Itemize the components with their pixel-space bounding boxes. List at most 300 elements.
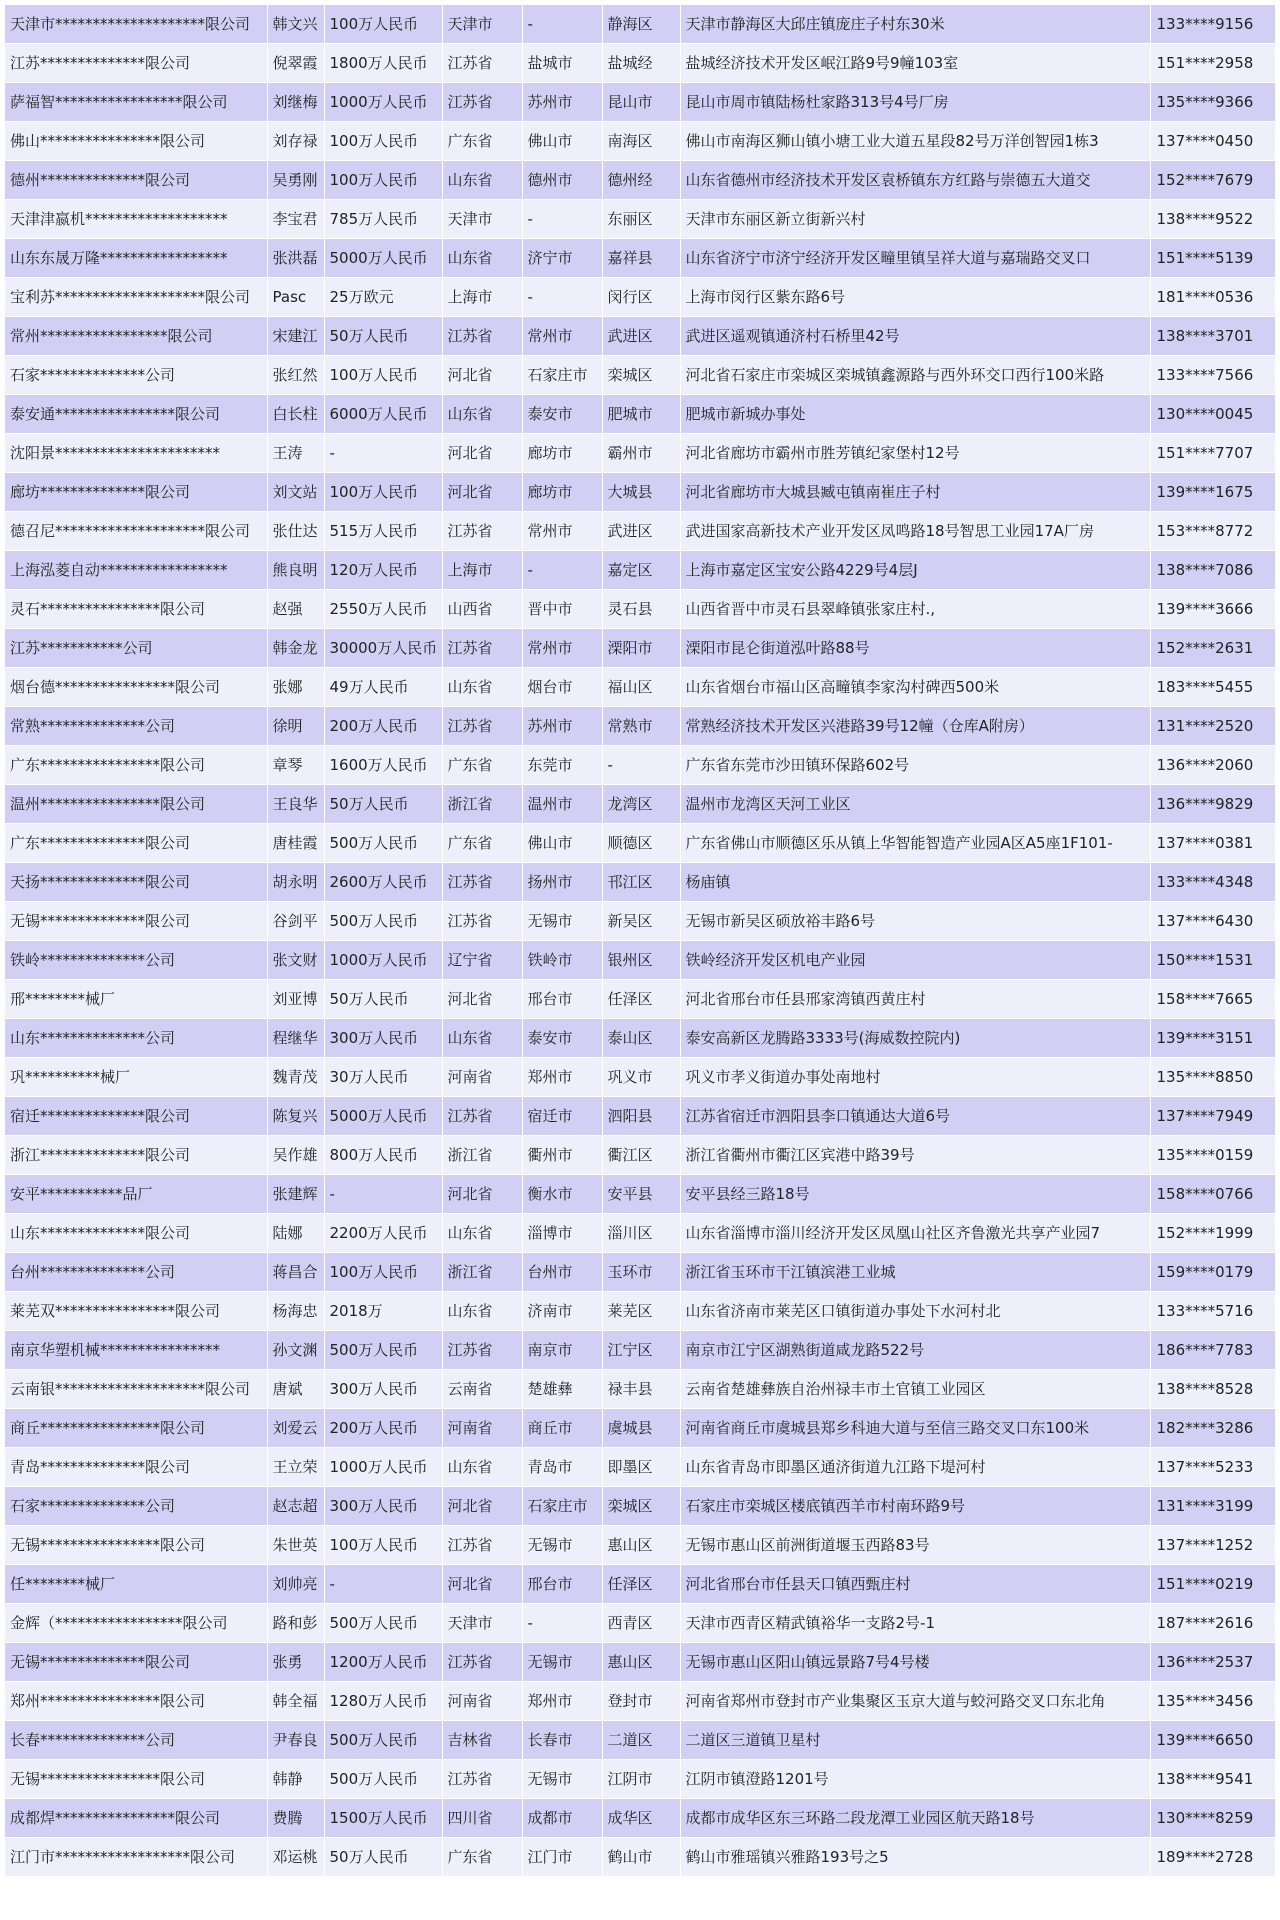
- address-cell: 山东省德州市经济技术开发区袁桥镇东方红路与崇德五大道交: [680, 161, 1150, 200]
- contact-name-cell: 宋建江: [267, 317, 324, 356]
- city-cell: 无锡市: [522, 1526, 602, 1565]
- table-body: [5, 5, 1275, 1877]
- contact-name-cell: 张娜: [267, 668, 324, 707]
- city-cell: 衡水市: [522, 1175, 602, 1214]
- district-cell: 静海区: [602, 5, 680, 44]
- district-cell: 江宁区: [602, 1331, 680, 1370]
- province-cell: 浙江省: [442, 785, 522, 824]
- table-row: [5, 1253, 1275, 1292]
- phone-cell: 138****8528: [1150, 1370, 1275, 1409]
- table-row: [5, 1565, 1275, 1604]
- district-cell: 鹤山市: [602, 1838, 680, 1877]
- city-cell: 邢台市: [522, 1565, 602, 1604]
- contact-name-cell: 陆娜: [267, 1214, 324, 1253]
- registered-capital-cell: 100万人民币: [324, 473, 442, 512]
- phone-cell: 130****8259: [1150, 1799, 1275, 1838]
- contact-name-cell: 唐桂霞: [267, 824, 324, 863]
- contact-name-cell: 张红然: [267, 356, 324, 395]
- registered-capital-cell: 1280万人民币: [324, 1682, 442, 1721]
- table-row: [5, 1097, 1275, 1136]
- city-cell: 温州市: [522, 785, 602, 824]
- city-cell: 东莞市: [522, 746, 602, 785]
- registered-capital-cell: 800万人民币: [324, 1136, 442, 1175]
- address-cell: 武进区遥观镇通济村石桥里42号: [680, 317, 1150, 356]
- contact-name-cell: 刘继梅: [267, 83, 324, 122]
- registered-capital-cell: 100万人民币: [324, 122, 442, 161]
- phone-cell: 137****0450: [1150, 122, 1275, 161]
- city-cell: 无锡市: [522, 902, 602, 941]
- registered-capital-cell: 1600万人民币: [324, 746, 442, 785]
- company-name-cell: 萨福智*****************限公司: [5, 83, 267, 122]
- city-cell: 台州市: [522, 1253, 602, 1292]
- company-name-cell: 巩**********械厂: [5, 1058, 267, 1097]
- address-cell: 天津市西青区精武镇裕华一支路2号-1: [680, 1604, 1150, 1643]
- province-cell: 河北省: [442, 1565, 522, 1604]
- province-cell: 山东省: [442, 1019, 522, 1058]
- company-name-cell: 成都焊****************限公司: [5, 1799, 267, 1838]
- registered-capital-cell: 30000万人民币: [324, 629, 442, 668]
- address-cell: 泰安高新区龙腾路3333号(海威数控院内): [680, 1019, 1150, 1058]
- province-cell: 山东省: [442, 161, 522, 200]
- table-row: [5, 1409, 1275, 1448]
- table-row: [5, 1292, 1275, 1331]
- district-cell: 莱芜区: [602, 1292, 680, 1331]
- company-name-cell: 任********械厂: [5, 1565, 267, 1604]
- district-cell: 泰山区: [602, 1019, 680, 1058]
- phone-cell: 152****2631: [1150, 629, 1275, 668]
- district-cell: 登封市: [602, 1682, 680, 1721]
- registered-capital-cell: 100万人民币: [324, 5, 442, 44]
- company-name-cell: 常州*****************限公司: [5, 317, 267, 356]
- district-cell: 惠山区: [602, 1643, 680, 1682]
- address-cell: 温州市龙湾区天河工业区: [680, 785, 1150, 824]
- company-name-cell: 邢********械厂: [5, 980, 267, 1019]
- table-row: [5, 434, 1275, 473]
- phone-cell: 139****3151: [1150, 1019, 1275, 1058]
- city-cell: 盐城市: [522, 44, 602, 83]
- registered-capital-cell: 500万人民币: [324, 1604, 442, 1643]
- province-cell: 河北省: [442, 1487, 522, 1526]
- registered-capital-cell: 500万人民币: [324, 1760, 442, 1799]
- table-row: [5, 746, 1275, 785]
- address-cell: 铁岭经济开发区机电产业园: [680, 941, 1150, 980]
- province-cell: 山东省: [442, 395, 522, 434]
- phone-cell: 137****1252: [1150, 1526, 1275, 1565]
- province-cell: 天津市: [442, 200, 522, 239]
- district-cell: 闵行区: [602, 278, 680, 317]
- contact-name-cell: 张仕达: [267, 512, 324, 551]
- phone-cell: 151****0219: [1150, 1565, 1275, 1604]
- table-row: [5, 1019, 1275, 1058]
- phone-cell: 151****2958: [1150, 44, 1275, 83]
- registered-capital-cell: 100万人民币: [324, 161, 442, 200]
- district-cell: 龙湾区: [602, 785, 680, 824]
- phone-cell: 133****9156: [1150, 5, 1275, 44]
- phone-cell: 136****2537: [1150, 1643, 1275, 1682]
- contact-name-cell: 王涛: [267, 434, 324, 473]
- address-cell: 山东省青岛市即墨区通济街道九江路下堤河村: [680, 1448, 1150, 1487]
- company-name-cell: 天扬**************限公司: [5, 863, 267, 902]
- address-cell: 山西省晋中市灵石县翠峰镇张家庄村.,: [680, 590, 1150, 629]
- address-cell: 鹤山市雅瑶镇兴雅路193号之5: [680, 1838, 1150, 1877]
- city-cell: 佛山市: [522, 122, 602, 161]
- city-cell: 郑州市: [522, 1682, 602, 1721]
- district-cell: 巩义市: [602, 1058, 680, 1097]
- company-name-cell: 无锡**************限公司: [5, 902, 267, 941]
- province-cell: 河北省: [442, 356, 522, 395]
- company-name-cell: 佛山****************限公司: [5, 122, 267, 161]
- district-cell: 新吴区: [602, 902, 680, 941]
- province-cell: 江苏省: [442, 1760, 522, 1799]
- registered-capital-cell: 5000万人民币: [324, 1097, 442, 1136]
- table-row: [5, 122, 1275, 161]
- phone-cell: 152****7679: [1150, 161, 1275, 200]
- table-row: [5, 551, 1275, 590]
- address-cell: 常熟经济技术开发区兴港路39号12幢（仓库A附房）: [680, 707, 1150, 746]
- company-name-cell: 廊坊**************限公司: [5, 473, 267, 512]
- province-cell: 河南省: [442, 1409, 522, 1448]
- table-row: [5, 278, 1275, 317]
- company-name-cell: 灵石****************限公司: [5, 590, 267, 629]
- table-row: [5, 1370, 1275, 1409]
- company-name-cell: 无锡****************限公司: [5, 1526, 267, 1565]
- district-cell: 成华区: [602, 1799, 680, 1838]
- city-cell: 常州市: [522, 317, 602, 356]
- table-row: [5, 1058, 1275, 1097]
- table-row: [5, 83, 1275, 122]
- district-cell: 即墨区: [602, 1448, 680, 1487]
- table-row: [5, 785, 1275, 824]
- contact-name-cell: 倪翠霞: [267, 44, 324, 83]
- phone-cell: 139****1675: [1150, 473, 1275, 512]
- registered-capital-cell: -: [324, 1565, 442, 1604]
- registered-capital-cell: 1800万人民币: [324, 44, 442, 83]
- table-row: [5, 1214, 1275, 1253]
- district-cell: 大城县: [602, 473, 680, 512]
- phone-cell: 159****0179: [1150, 1253, 1275, 1292]
- company-name-cell: 江苏***********公司: [5, 629, 267, 668]
- phone-cell: 183****5455: [1150, 668, 1275, 707]
- table-row: [5, 1838, 1275, 1877]
- registered-capital-cell: 2550万人民币: [324, 590, 442, 629]
- city-cell: 无锡市: [522, 1643, 602, 1682]
- province-cell: 广东省: [442, 746, 522, 785]
- address-cell: 云南省楚雄彝族自治州禄丰市土官镇工业园区: [680, 1370, 1150, 1409]
- city-cell: 成都市: [522, 1799, 602, 1838]
- district-cell: 东丽区: [602, 200, 680, 239]
- contact-name-cell: 胡永明: [267, 863, 324, 902]
- phone-cell: 137****0381: [1150, 824, 1275, 863]
- city-cell: 廊坊市: [522, 473, 602, 512]
- city-cell: -: [522, 278, 602, 317]
- company-name-cell: 天津市********************限公司: [5, 5, 267, 44]
- contact-name-cell: 吴作雄: [267, 1136, 324, 1175]
- province-cell: 河北省: [442, 473, 522, 512]
- city-cell: 楚雄彝: [522, 1370, 602, 1409]
- city-cell: 江门市: [522, 1838, 602, 1877]
- address-cell: 山东省济南市莱芜区口镇街道办事处下水河村北: [680, 1292, 1150, 1331]
- city-cell: 宿迁市: [522, 1097, 602, 1136]
- table-row: [5, 863, 1275, 902]
- phone-cell: 186****7783: [1150, 1331, 1275, 1370]
- phone-cell: 139****3666: [1150, 590, 1275, 629]
- address-cell: 广东省佛山市顺德区乐从镇上华智能智造产业园A区A5座1F101-: [680, 824, 1150, 863]
- contact-name-cell: 李宝君: [267, 200, 324, 239]
- table-row: [5, 1331, 1275, 1370]
- contact-name-cell: 韩静: [267, 1760, 324, 1799]
- province-cell: 广东省: [442, 1838, 522, 1877]
- district-cell: 溧阳市: [602, 629, 680, 668]
- company-name-cell: 商丘****************限公司: [5, 1409, 267, 1448]
- phone-cell: 135****9366: [1150, 83, 1275, 122]
- phone-cell: 153****8772: [1150, 512, 1275, 551]
- city-cell: 济南市: [522, 1292, 602, 1331]
- phone-cell: 137****6430: [1150, 902, 1275, 941]
- province-cell: 河南省: [442, 1058, 522, 1097]
- address-cell: 安平县经三路18号: [680, 1175, 1150, 1214]
- company-name-cell: 上海泓菱自动*****************: [5, 551, 267, 590]
- registered-capital-cell: 100万人民币: [324, 356, 442, 395]
- registered-capital-cell: 100万人民币: [324, 1526, 442, 1565]
- address-cell: 上海市闵行区紫东路6号: [680, 278, 1150, 317]
- province-cell: 天津市: [442, 1604, 522, 1643]
- city-cell: 衢州市: [522, 1136, 602, 1175]
- company-name-cell: 青岛**************限公司: [5, 1448, 267, 1487]
- province-cell: 吉林省: [442, 1721, 522, 1760]
- company-name-cell: 南京华塑机械****************: [5, 1331, 267, 1370]
- district-cell: 邗江区: [602, 863, 680, 902]
- district-cell: 南海区: [602, 122, 680, 161]
- registered-capital-cell: 5000万人民币: [324, 239, 442, 278]
- phone-cell: 158****0766: [1150, 1175, 1275, 1214]
- city-cell: 晋中市: [522, 590, 602, 629]
- phone-cell: 135****8850: [1150, 1058, 1275, 1097]
- registered-capital-cell: 2600万人民币: [324, 863, 442, 902]
- province-cell: 上海市: [442, 551, 522, 590]
- contact-name-cell: 刘文站: [267, 473, 324, 512]
- province-cell: 江苏省: [442, 83, 522, 122]
- district-cell: 德州经: [602, 161, 680, 200]
- company-name-cell: 铁岭**************公司: [5, 941, 267, 980]
- city-cell: 济宁市: [522, 239, 602, 278]
- address-cell: 二道区三道镇卫星村: [680, 1721, 1150, 1760]
- registered-capital-cell: 6000万人民币: [324, 395, 442, 434]
- province-cell: 江苏省: [442, 1643, 522, 1682]
- registered-capital-cell: 500万人民币: [324, 1721, 442, 1760]
- city-cell: 佛山市: [522, 824, 602, 863]
- city-cell: 石家庄市: [522, 1487, 602, 1526]
- company-name-cell: 烟台德****************限公司: [5, 668, 267, 707]
- table-row: [5, 941, 1275, 980]
- contact-name-cell: 魏青茂: [267, 1058, 324, 1097]
- phone-cell: 138****9522: [1150, 200, 1275, 239]
- city-cell: -: [522, 200, 602, 239]
- city-cell: 南京市: [522, 1331, 602, 1370]
- contact-name-cell: 蒋昌合: [267, 1253, 324, 1292]
- contact-name-cell: 张勇: [267, 1643, 324, 1682]
- address-cell: 天津市静海区大邱庄镇庞庄子村东30米: [680, 5, 1150, 44]
- city-cell: 石家庄市: [522, 356, 602, 395]
- address-cell: 溧阳市昆仑街道泓叶路88号: [680, 629, 1150, 668]
- phone-cell: 151****5139: [1150, 239, 1275, 278]
- contact-name-cell: 张洪磊: [267, 239, 324, 278]
- district-cell: 禄丰县: [602, 1370, 680, 1409]
- phone-cell: 152****1999: [1150, 1214, 1275, 1253]
- district-cell: 常熟市: [602, 707, 680, 746]
- province-cell: 上海市: [442, 278, 522, 317]
- table-row: [5, 629, 1275, 668]
- phone-cell: 187****2616: [1150, 1604, 1275, 1643]
- contact-name-cell: 熊良明: [267, 551, 324, 590]
- table-row: [5, 1136, 1275, 1175]
- registered-capital-cell: 515万人民币: [324, 512, 442, 551]
- contact-name-cell: 王良华: [267, 785, 324, 824]
- contact-name-cell: 朱世英: [267, 1526, 324, 1565]
- city-cell: 铁岭市: [522, 941, 602, 980]
- city-cell: -: [522, 5, 602, 44]
- district-cell: 西青区: [602, 1604, 680, 1643]
- district-cell: 栾城区: [602, 1487, 680, 1526]
- city-cell: 无锡市: [522, 1760, 602, 1799]
- table-row: [5, 473, 1275, 512]
- city-cell: 烟台市: [522, 668, 602, 707]
- district-cell: 惠山区: [602, 1526, 680, 1565]
- company-name-cell: 广东****************限公司: [5, 746, 267, 785]
- table-row: [5, 1526, 1275, 1565]
- registered-capital-cell: 200万人民币: [324, 707, 442, 746]
- address-cell: 浙江省玉环市干江镇滨港工业城: [680, 1253, 1150, 1292]
- address-cell: 无锡市惠山区前洲街道堰玉西路83号: [680, 1526, 1150, 1565]
- contact-name-cell: 费腾: [267, 1799, 324, 1838]
- district-cell: 嘉祥县: [602, 239, 680, 278]
- registered-capital-cell: 30万人民币: [324, 1058, 442, 1097]
- company-name-cell: 郑州****************限公司: [5, 1682, 267, 1721]
- city-cell: 泰安市: [522, 1019, 602, 1058]
- phone-cell: 151****7707: [1150, 434, 1275, 473]
- address-cell: 天津市东丽区新立街新兴村: [680, 200, 1150, 239]
- company-name-cell: 宝利苏********************限公司: [5, 278, 267, 317]
- city-cell: 郑州市: [522, 1058, 602, 1097]
- registered-capital-cell: 785万人民币: [324, 200, 442, 239]
- company-name-cell: 山东**************公司: [5, 1019, 267, 1058]
- province-cell: 江苏省: [442, 44, 522, 83]
- table-row: [5, 200, 1275, 239]
- contact-name-cell: 尹春良: [267, 1721, 324, 1760]
- address-cell: 佛山市南海区狮山镇小塘工业大道五星段82号万洋创智园1栋3: [680, 122, 1150, 161]
- contact-name-cell: 张文财: [267, 941, 324, 980]
- registered-capital-cell: 50万人民币: [324, 1838, 442, 1877]
- registered-capital-cell: 1000万人民币: [324, 941, 442, 980]
- company-table: [5, 5, 1276, 1877]
- registered-capital-cell: 2018万: [324, 1292, 442, 1331]
- contact-name-cell: 王立荣: [267, 1448, 324, 1487]
- registered-capital-cell: 500万人民币: [324, 1331, 442, 1370]
- phone-cell: 136****9829: [1150, 785, 1275, 824]
- phone-cell: 158****7665: [1150, 980, 1275, 1019]
- district-cell: 栾城区: [602, 356, 680, 395]
- company-name-cell: 德州**************限公司: [5, 161, 267, 200]
- contact-name-cell: 刘亚博: [267, 980, 324, 1019]
- district-cell: 任泽区: [602, 980, 680, 1019]
- district-cell: 盐城经: [602, 44, 680, 83]
- phone-cell: 137****7949: [1150, 1097, 1275, 1136]
- district-cell: 昆山市: [602, 83, 680, 122]
- city-cell: 青岛市: [522, 1448, 602, 1487]
- address-cell: 山东省淄博市淄川经济开发区凤凰山社区齐鲁激光共享产业园7: [680, 1214, 1150, 1253]
- district-cell: 任泽区: [602, 1565, 680, 1604]
- registered-capital-cell: 50万人民币: [324, 980, 442, 1019]
- province-cell: 江苏省: [442, 1331, 522, 1370]
- city-cell: 淄博市: [522, 1214, 602, 1253]
- city-cell: 商丘市: [522, 1409, 602, 1448]
- province-cell: 浙江省: [442, 1253, 522, 1292]
- province-cell: 江苏省: [442, 902, 522, 941]
- district-cell: 玉环市: [602, 1253, 680, 1292]
- table-row: [5, 161, 1275, 200]
- registered-capital-cell: -: [324, 1175, 442, 1214]
- district-cell: 霸州市: [602, 434, 680, 473]
- company-name-cell: 山东东晟万隆*****************: [5, 239, 267, 278]
- address-cell: 武进国家高新技术产业开发区凤鸣路18号智思工业园17A厂房: [680, 512, 1150, 551]
- address-cell: 昆山市周市镇陆杨杜家路313号4号厂房: [680, 83, 1150, 122]
- registered-capital-cell: 25万欧元: [324, 278, 442, 317]
- contact-name-cell: 韩全福: [267, 1682, 324, 1721]
- phone-cell: 150****1531: [1150, 941, 1275, 980]
- province-cell: 江苏省: [442, 707, 522, 746]
- contact-name-cell: 邓运桃: [267, 1838, 324, 1877]
- table-row: [5, 512, 1275, 551]
- table-row: [5, 317, 1275, 356]
- table-row: [5, 5, 1275, 44]
- province-cell: 江苏省: [442, 317, 522, 356]
- address-cell: 巩义市孝义街道办事处南地村: [680, 1058, 1150, 1097]
- district-cell: 泗阳县: [602, 1097, 680, 1136]
- table-row: [5, 1487, 1275, 1526]
- city-cell: 廊坊市: [522, 434, 602, 473]
- table-row: [5, 902, 1275, 941]
- company-name-cell: 天津津嬴机*******************: [5, 200, 267, 239]
- phone-cell: 131****2520: [1150, 707, 1275, 746]
- contact-name-cell: 吴勇刚: [267, 161, 324, 200]
- address-cell: 上海市嘉定区宝安公路4229号4层J: [680, 551, 1150, 590]
- district-cell: 二道区: [602, 1721, 680, 1760]
- address-cell: 石家庄市栾城区楼底镇西羊市村南环路9号: [680, 1487, 1150, 1526]
- registered-capital-cell: 50万人民币: [324, 785, 442, 824]
- table-row: [5, 1448, 1275, 1487]
- district-cell: 衢江区: [602, 1136, 680, 1175]
- registered-capital-cell: 1500万人民币: [324, 1799, 442, 1838]
- company-name-cell: 德召尼********************限公司: [5, 512, 267, 551]
- phone-cell: 139****6650: [1150, 1721, 1275, 1760]
- table-row: [5, 1760, 1275, 1799]
- phone-cell: 131****3199: [1150, 1487, 1275, 1526]
- table-row: [5, 590, 1275, 629]
- province-cell: 江苏省: [442, 1526, 522, 1565]
- registered-capital-cell: 2200万人民币: [324, 1214, 442, 1253]
- address-cell: 山东省烟台市福山区高疃镇李家沟村碑西500米: [680, 668, 1150, 707]
- city-cell: 苏州市: [522, 83, 602, 122]
- registered-capital-cell: 120万人民币: [324, 551, 442, 590]
- district-cell: 虞城县: [602, 1409, 680, 1448]
- contact-name-cell: 谷剑平: [267, 902, 324, 941]
- phone-cell: 138****3701: [1150, 317, 1275, 356]
- address-cell: 河北省廊坊市霸州市胜芳镇纪家堡村12号: [680, 434, 1150, 473]
- city-cell: 常州市: [522, 512, 602, 551]
- address-cell: 无锡市新吴区硕放裕丰路6号: [680, 902, 1150, 941]
- phone-cell: 133****7566: [1150, 356, 1275, 395]
- address-cell: 河北省石家庄市栾城区栾城镇鑫源路与西外环交口西行100米路: [680, 356, 1150, 395]
- phone-cell: 138****9541: [1150, 1760, 1275, 1799]
